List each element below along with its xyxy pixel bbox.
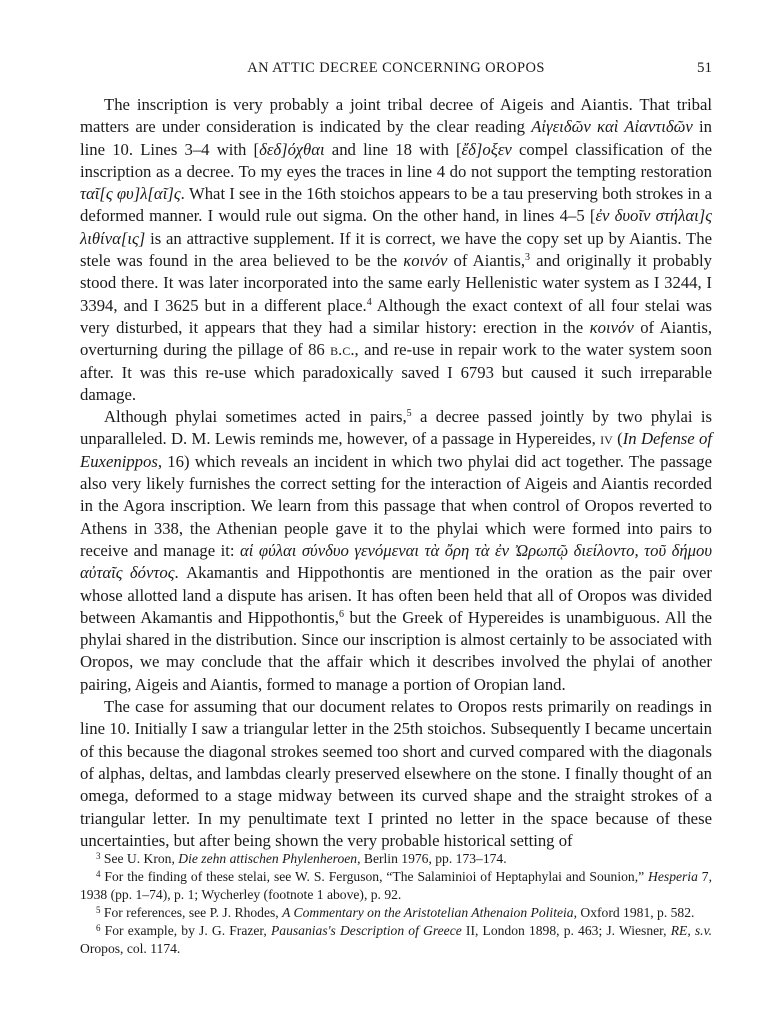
footnote-ref-5: 5: [406, 408, 412, 420]
footnote-6: $^6$ For example, by J. G. Frazer, Pausanias's Description of Greece II, London 1898, p. 463; J. Wiesner, RE, s.v. Oropos, col. 1174.: [80, 923, 712, 956]
footnotes: [80, 850, 712, 958]
paragraph-3: The case for assuming that our document relates to Oropos rests primarily on readings in line 10. Initially I saw a triangular letter in the 25th stoichos. Subsequently I became uncertain of this because the diagonal strokes seemed too short and curved compared with the diagonals of alphas, deltas, and lambdas clearly preserved elsewhere on the stone. I finally thought of an omega, deformed to a stage midway between its curved shape and the straight strokes of a triangular letter. In my penultimate text I printed no letter in the space because of these uncertainties, but after being shown the very probable historical setting of: [80, 697, 712, 850]
paragraph-2: Although phylai sometimes acted in pairs,$^5$ a decree passed jointly by two phylai is unparalleled. D. M. Lewis reminds me, however, of a passage in Hypereides, iv (In Defense of Euxenippos, 16) which reveals an incident in which two phylai did act together. The passage also very likely furnishes the correct setting for the interaction of Aigeis and Aiantis recorded in the Agora inscription. We learn from this passage that when control of Oropos reverted to Athens in 338, the Athenian people gave it to the phylai which were formed into pairs to receive and manage it: αἱ φύλαι σύνδυο γενόμεναι τὰ ὄρη τὰ ἐν Ὠρωπῷ διείλοντο, τοῦ δήμου αὐταῖς δόντος. Akamantis and Hippothontis are mentioned in the oration as the pair over whose allotted land a dispute has arisen. It has often been held that all of Oropos was divided between Akamantis and Hippothontis,$^6$ but the Greek of Hypereides is unambiguous. All the phylai shared in the distribution. Since our inscription is almost certainly to be associated with Oropos, we may conclude that the affair which it describes involved the phylai of another pairing, Aigeis and Aiantis, formed to manage a portion of Oropian land.: [80, 407, 713, 694]
paragraph-1: The inscription is very probably a joint tribal decree of Aigeis and Aiantis. That tribal matters are under consideration is indicated by the clear reading Αἰγειδῶν καὶ Αἰαντιδῶν in line 10. Lines 3–4 with [δεδ]όχθαι and line 18 with [ἔδ]οξεν compel classification of the inscription as a decree. To my eyes the traces in line 4 do not support the tempting restoration ταῖ[ς φυ]λ[αῖ]ς. What I see in the 16th stoichos appears to be a tau preserving both strokes in a deformed manner. I would rule out sigma. On the other hand, in lines 4–5 [ἐν δυοῖν στήλαι]ς λιθίνα[ις] is an attractive supplement. If it is correct, we have the copy set up by Aiantis. The stele was found in the area believed to be the κοινόν of Aiantis,$^3$ and originally it probably stood there. It was later incorporated into the same early Hellenistic water system as I 3244, I 3394, and I 3625 but in a different place.$^4$ Although the exact context of all four stelai was very disturbed, it appears that they had a similar history: erection in the κοινόν of Aiantis, overturning during the pillage of 86 b.c., and re-use in repair work to the water system soon after. It was this re-use which paradoxically saved I 6793 but caused it such irreparable damage.: [80, 95, 713, 404]
footnote-ref-4: 4: [366, 296, 372, 308]
body-text: [80, 94, 712, 852]
footnote-4: $^4$ For the finding of these stelai, see W. S. Ferguson, “The Salaminioi of Heptaphylai and Sounion,” Hesperia 7, 1938 (pp. 1–74), p. 1; Wycherley (footnote 1 above), p. 92.: [80, 869, 712, 902]
footnote-3: $^3$ See U. Kron, Die zehn attischen Phylenheroen, Berlin 1976, pp. 173–174.: [96, 851, 507, 866]
running-head: AN ATTIC DECREE CONCERNING OROPOS: [247, 60, 545, 76]
footnote-5: $^5$ For references, see P. J. Rhodes, A Commentary on the Aristotelian Athenaion Politeia, Oxford 1981, p. 582.: [96, 905, 695, 920]
page-header: [80, 56, 712, 80]
page-number: 51: [697, 60, 712, 76]
footnote-ref-3: 3: [525, 252, 531, 264]
footnote-ref-6: 6: [338, 608, 344, 620]
